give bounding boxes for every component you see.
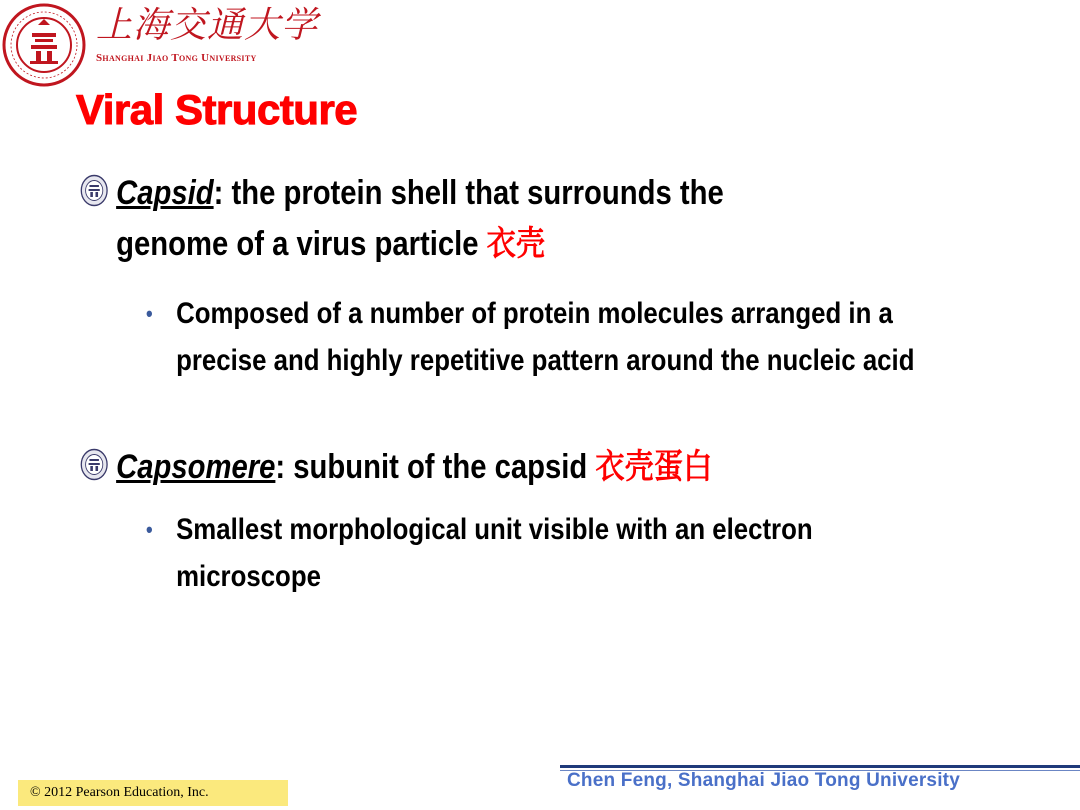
- term-capsid: Capsid: [116, 174, 214, 212]
- copyright-notice: © 2012 Pearson Education, Inc.: [18, 780, 288, 806]
- definition-capsomere: : subunit of the capsid: [275, 448, 596, 486]
- chinese-capsomere: 衣壳蛋白: [595, 447, 713, 487]
- sub-bullet-capsomere: [146, 506, 946, 600]
- sub-bullet-dot: •: [146, 517, 153, 542]
- sjtu-seal-bullet-icon: [80, 174, 108, 207]
- term-capsomere: Capsomere: [116, 448, 276, 486]
- sub-bullet-capsid: [146, 290, 946, 384]
- sub-bullet-text: Smallest morphological unit visible with an electron microscope: [176, 513, 813, 593]
- bullet-capsid: [80, 168, 837, 270]
- footer-rule: [560, 765, 1080, 768]
- sjtu-seal-icon: [2, 3, 86, 87]
- sub-bullet-dot: •: [146, 301, 153, 326]
- university-name-chinese: 上海交通大学: [96, 5, 319, 46]
- university-logo: [0, 0, 319, 80]
- author-credit: Chen Feng, Shanghai Jiao Tong University: [567, 770, 960, 791]
- sub-bullet-text: Composed of a number of protein molecules arranged in a precise and highly repetitive pattern around the nucleic acid: [176, 297, 915, 377]
- definition-capsid: : the protein shell that surrounds the genome of a virus particle: [116, 174, 724, 263]
- slide-title: Viral Structure: [76, 86, 358, 133]
- bullet-capsomere: [80, 442, 837, 493]
- university-name-english: Shanghai Jiao Tong University: [96, 52, 257, 64]
- sjtu-seal-bullet-icon: [80, 448, 108, 481]
- chinese-capsid: 衣壳: [486, 224, 546, 264]
